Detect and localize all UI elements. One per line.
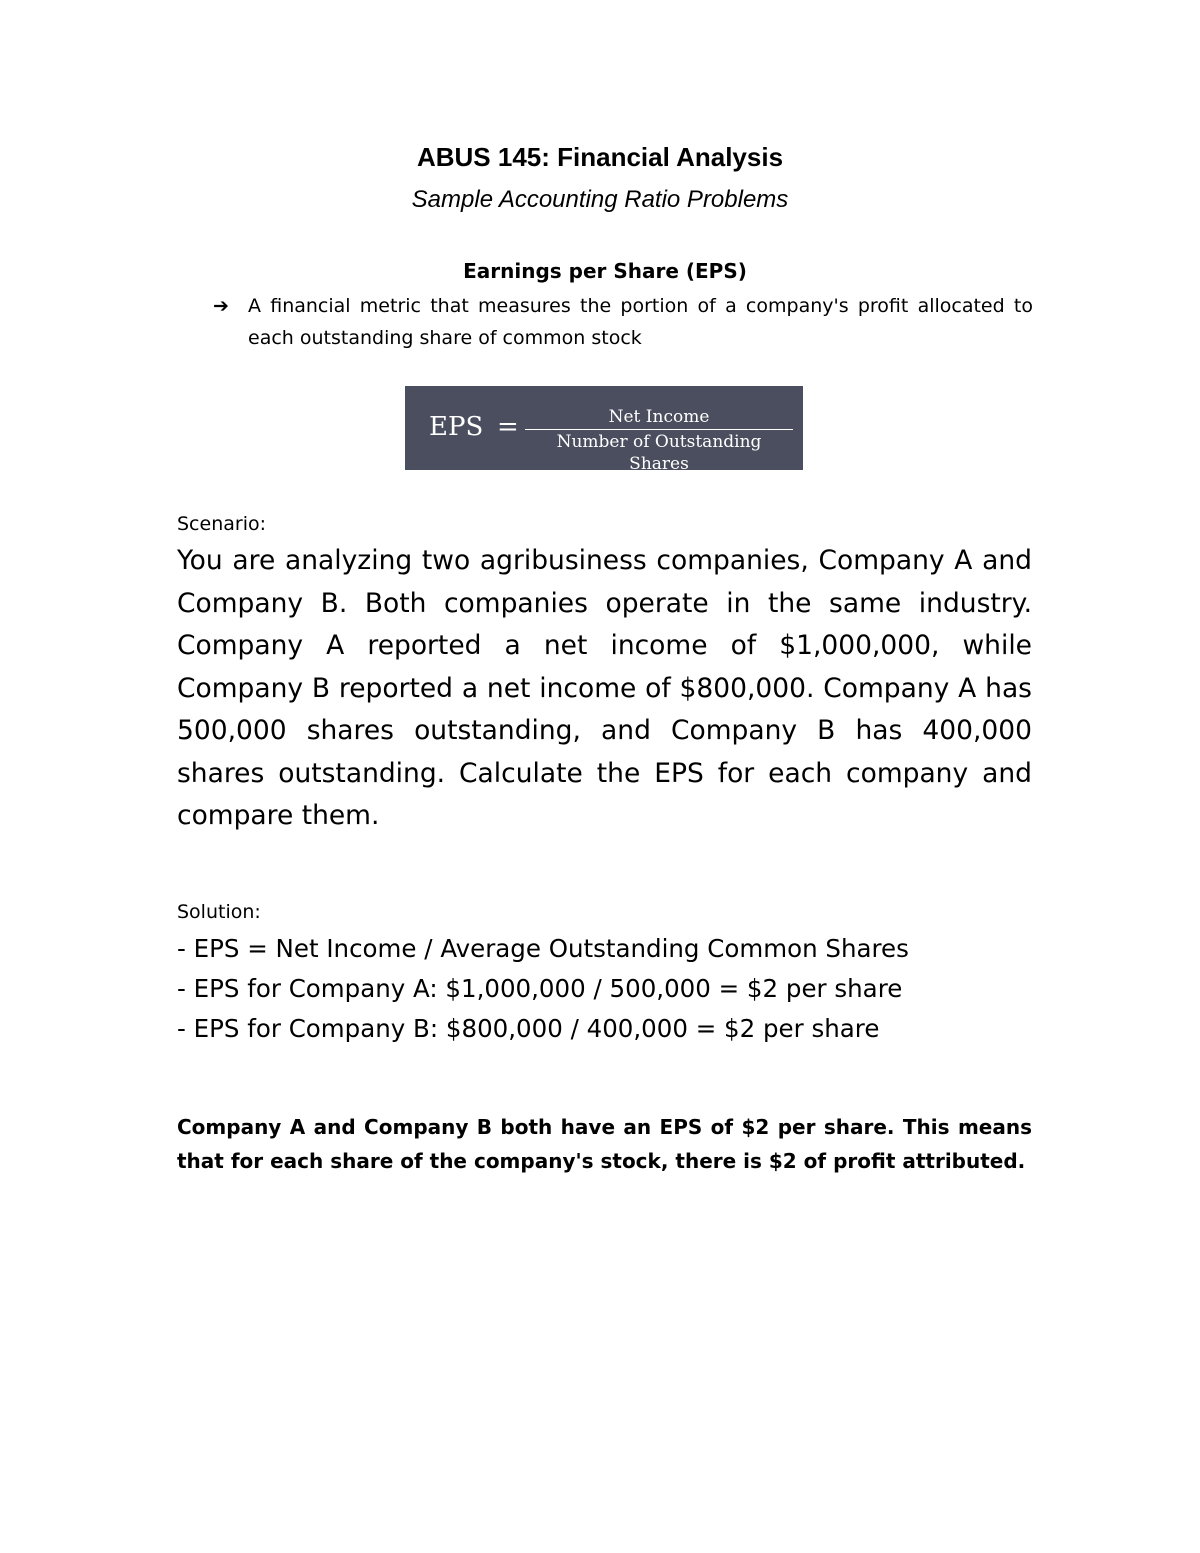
conclusion-text: Company A and Company B both have an EPS of $2 per share. This means that for each share of the company's stock, there is $2 of profit attributed. [177, 1115, 1032, 1173]
formula-equals: = [497, 412, 519, 442]
solution-line: - EPS for Company A: $1,000,000 / 500,000 = $2 per share [177, 974, 903, 1003]
definition-text: A financial metric that measures the portion of a company's profit allocated to each outstanding share of common stock [248, 295, 1033, 349]
document-title: ABUS 145: Financial Analysis [416, 142, 784, 172]
definition-bullet [213, 290, 1033, 354]
formula-numerator: Net Income [608, 407, 710, 427]
document-subtitle: Sample Accounting Ratio Problems [411, 186, 789, 213]
scenario-label: Scenario: [177, 513, 266, 535]
solution-list [177, 929, 1057, 1049]
section-heading: Earnings per Share (EPS) [463, 259, 747, 283]
formula-fraction [525, 406, 793, 475]
fraction-bar [525, 429, 793, 430]
arrow-icon: ➔ [213, 295, 229, 317]
solution-line: - EPS = Net Income / Average Outstanding Common Shares [177, 934, 909, 963]
formula-lhs: EPS [429, 412, 484, 442]
eps-formula-image [405, 386, 803, 474]
solution-label: Solution: [177, 901, 261, 923]
solution-line: - EPS for Company B: $800,000 / 400,000 = $2 per share [177, 1014, 880, 1043]
scenario-text: You are analyzing two agribusiness companies, Company A and Company B. Both companies operate in the same industry. Company A reported a net income of $1,000,000, while Company B reported a net income of $800,000. Company A has 500,000 shares outstanding, and Company B has 400,000 shares outstanding. Calculate the EPS for each company and compare them. [177, 545, 1032, 831]
formula-denominator: Number of Outstanding Shares [556, 432, 762, 474]
